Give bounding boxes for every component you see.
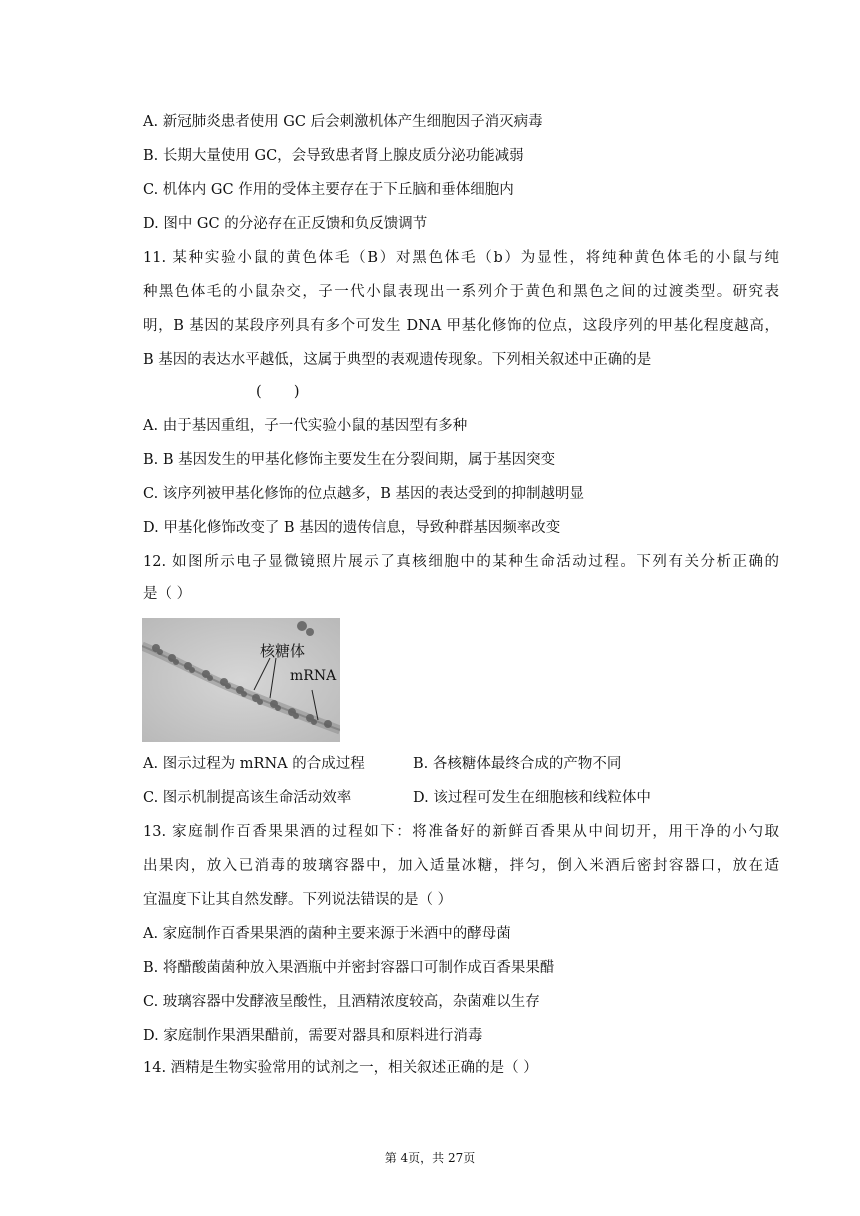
q11-option-a: A. 由于基因重组，子一代实验小鼠的基因型有多种: [143, 418, 468, 434]
mrna-label: mRNA: [290, 668, 337, 684]
q10-option-c: C. 机体内 GC 作用的受体主要存在于下丘脑和垂体细胞内: [143, 182, 514, 198]
q11-stem-line-1: 11. 某种实验小鼠的黄色体毛（B）对黑色体毛（b）为显性，将纯种黄色体毛的小鼠与纯: [143, 250, 779, 266]
q10-option-d: D. 图中 GC 的分泌存在正反馈和负反馈调节: [143, 216, 428, 232]
electron-micrograph: [142, 618, 340, 742]
q13-option-d: D. 家庭制作果酒果醋前，需要对器具和原料进行消毒: [143, 1028, 483, 1044]
page-footer: 第 4页，共 27页: [384, 1151, 476, 1165]
q10-option-b: B. 长期大量使用 GC，会导致患者肾上腺皮质分泌功能减弱: [143, 148, 524, 164]
q13-option-b: B. 将醋酸菌菌种放入果酒瓶中并密封容器口可制作成百香果果醋: [143, 960, 555, 976]
q13-stem-line-1: 13. 家庭制作百香果果酒的过程如下：将准备好的新鲜百香果从中间切开，用干净的小勺取: [143, 824, 779, 840]
q14-stem: 14. 酒精是生物实验常用的试剂之一，相关叙述正确的是（ ）: [143, 1060, 538, 1076]
q11-stem-line-3: 明，B 基因的某段序列具有多个可发生 DNA 甲基化修饰的位点，这段序列的甲基化程度越高，: [143, 318, 779, 334]
q12-stem-line-1: 12. 如图所示电子显微镜照片展示了真核细胞中的某种生命活动过程。下列有关分析正确的: [143, 554, 779, 570]
q11-stem-line-2: 种黑色体毛的小鼠杂交，子一代小鼠表现出一系列介于黄色和黑色之间的过渡类型。研究表: [143, 284, 779, 300]
q13-stem-line-2: 出果肉，放入已消毒的玻璃容器中，加入适量冰糖，拌匀，倒入米酒后密封容器口，放在适: [143, 858, 779, 874]
q12-stem-line-2: 是（ ）: [143, 586, 192, 602]
q12-option-a: A. 图示过程为 mRNA 的合成过程: [143, 756, 365, 772]
q11-stem-line-4: B 基因的表达水平越低，这属于典型的表观遗传现象。下列相关叙述中正确的是: [143, 352, 652, 368]
q13-option-c: C. 玻璃容器中发酵液呈酸性，且酒精浓度较高，杂菌难以生存: [143, 994, 540, 1010]
ribosome-label: 核糖体: [260, 642, 306, 660]
q11-option-b: B. B 基因发生的甲基化修饰主要发生在分裂间期，属于基因突变: [143, 452, 556, 468]
q13-option-a: A. 家庭制作百香果果酒的菌种主要来源于米酒中的酵母菌: [143, 926, 511, 942]
q11-option-c: C. 该序列被甲基化修饰的位点越多，B 基因的表达受到的抑制越明显: [143, 486, 585, 502]
q10-option-a: A. 新冠肺炎患者使用 GC 后会刺激机体产生细胞因子消灭病毒: [143, 114, 543, 130]
q12-option-b: B. 各核糖体最终合成的产物不同: [413, 756, 622, 772]
q12-option-d: D. 该过程可发生在细胞核和线粒体中: [413, 790, 651, 806]
q11-option-d: D. 甲基化修饰改变了 B 基因的遗传信息，导致种群基因频率改变: [143, 520, 561, 536]
q11-answer-paren: ( ): [256, 384, 300, 400]
q13-stem-line-3: 宜温度下让其自然发酵。下列说法错误的是（ ）: [143, 892, 453, 908]
q12-option-c: C. 图示机制提高该生命活动效率: [143, 790, 352, 806]
